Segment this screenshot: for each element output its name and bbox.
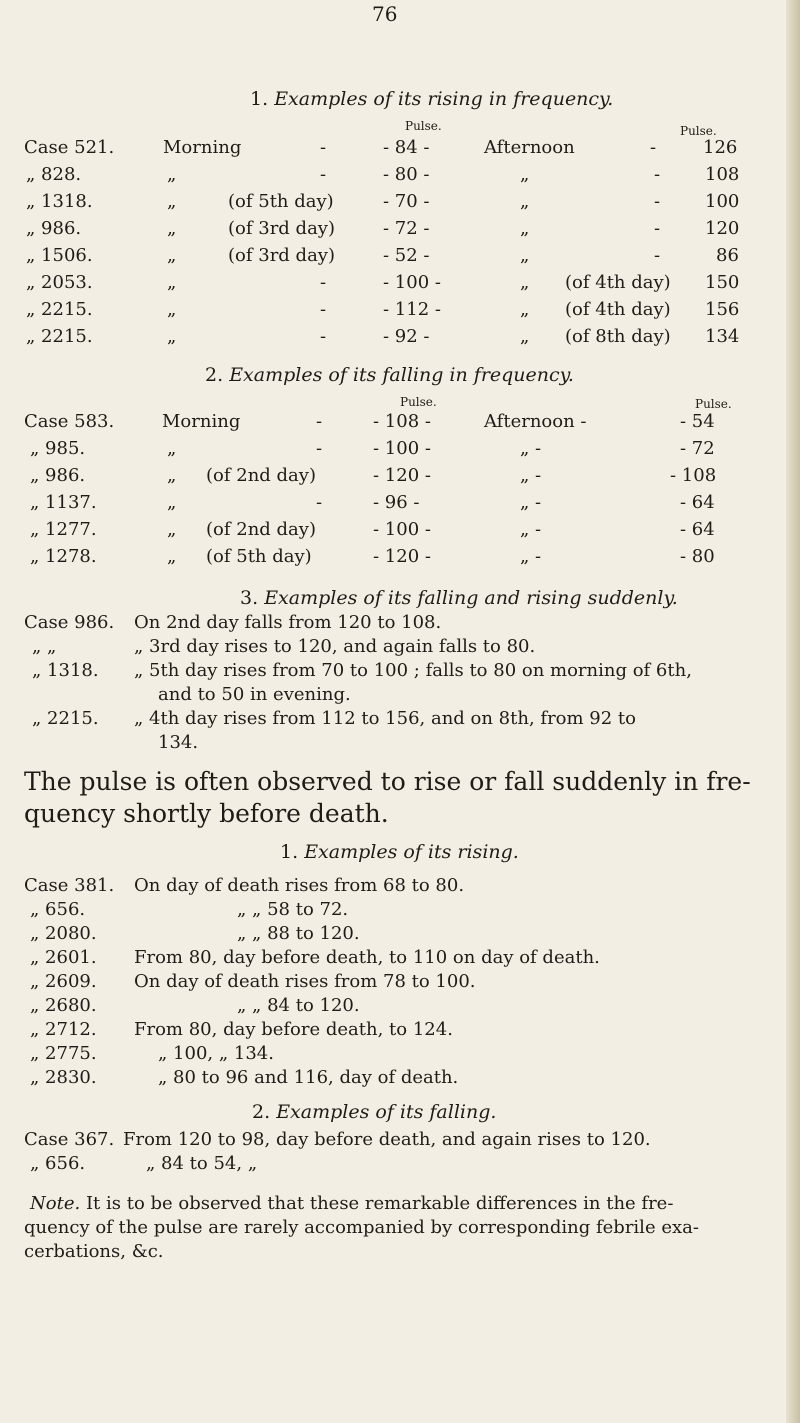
case-cell: „ 2680. xyxy=(30,995,97,1016)
afternoon-cell: „ xyxy=(520,191,530,212)
section-c-number: 3. xyxy=(240,587,259,609)
morning-cell: „ xyxy=(167,465,177,486)
case-cell: Case 367. xyxy=(24,1129,115,1150)
page-number: 76 xyxy=(372,2,398,26)
morning-cell: „ xyxy=(167,191,177,212)
pulse-cell: - 80 - xyxy=(383,164,430,185)
case-cell: Case 986. xyxy=(24,612,115,633)
note-label: Note. xyxy=(30,1193,81,1214)
entry-text: „ 80 to 96 and 116, day of death. xyxy=(158,1067,459,1088)
note-cell: - xyxy=(320,137,327,158)
case-cell: „ 1277. xyxy=(30,519,97,540)
morning-cell: Morning xyxy=(163,137,242,158)
entry-text: On day of death rises from 68 to 80. xyxy=(134,875,465,896)
afternoon-cell: „ xyxy=(520,164,530,185)
note-cell: (of 3rd day) xyxy=(228,245,335,266)
pm-note-cell: - xyxy=(654,245,661,266)
case-cell: „ 2601. xyxy=(30,947,97,968)
section-c-heading xyxy=(240,587,678,609)
pm-pulse-cell: 126 xyxy=(703,137,738,158)
paragraph-line-1: The pulse is often observed to rise or fall suddenly in fre- xyxy=(24,767,751,796)
entry-text: „ „ 84 to 120. xyxy=(237,995,360,1016)
entry-text: and to 50 in evening. xyxy=(158,684,351,705)
section-d-title: Examples of its rising. xyxy=(304,841,519,863)
pulse-cell: - 72 - xyxy=(383,218,430,239)
morning-cell: „ xyxy=(167,164,177,185)
entry-text: „ 84 to 54, „ xyxy=(146,1153,258,1174)
case-cell: „ 2775. xyxy=(30,1043,97,1064)
pm-pulse-cell: 120 xyxy=(705,218,740,239)
case-cell: „ 2215. xyxy=(26,299,93,320)
section-a-pulse-label-right: Pulse. xyxy=(680,124,717,138)
note-cell: - xyxy=(320,164,327,185)
pm-note-cell: - xyxy=(654,191,661,212)
morning-cell: „ xyxy=(167,245,177,266)
case-cell: Case 521. xyxy=(24,137,115,158)
note-cell: (of 5th day) xyxy=(206,546,312,567)
case-cell: „ 2053. xyxy=(26,272,93,293)
entry-text: 134. xyxy=(158,732,199,753)
morning-cell: „ xyxy=(167,299,177,320)
afternoon-cell: „ xyxy=(520,299,530,320)
case-cell: „ 2830. xyxy=(30,1067,97,1088)
pulse-cell: - 92 - xyxy=(383,326,430,347)
case-cell: „ 985. xyxy=(30,438,86,459)
case-cell: „ 2215. xyxy=(32,708,99,729)
pulse-cell: - 112 - xyxy=(383,299,441,320)
entry-text: From 120 to 98, day before death, and again rises to 120. xyxy=(123,1129,651,1150)
case-cell: „ „ xyxy=(32,636,57,657)
pm-pulse-cell: - 64 xyxy=(680,492,715,513)
paragraph-line-2: quency shortly before death. xyxy=(24,799,389,828)
afternoon-cell: „ xyxy=(520,245,530,266)
case-cell: „ 2080. xyxy=(30,923,97,944)
pulse-cell: - 96 - xyxy=(373,492,420,513)
entry-text: „ „ 58 to 72. xyxy=(237,899,349,920)
pulse-cell: - 70 - xyxy=(383,191,430,212)
note-cell: (of 5th day) xyxy=(228,191,334,212)
entry-text: „ 3rd day rises to 120, and again falls to 80. xyxy=(134,636,536,657)
pm-pulse-cell: - 64 xyxy=(680,519,715,540)
section-a-pulse-label-left: Pulse. xyxy=(405,119,442,133)
afternoon-cell: „ - xyxy=(520,546,542,567)
pm-pulse-cell: - 108 xyxy=(670,465,717,486)
morning-cell: „ xyxy=(167,546,177,567)
afternoon-cell: „ xyxy=(520,272,530,293)
afternoon-cell: Afternoon xyxy=(484,137,575,158)
morning-cell: „ xyxy=(167,519,177,540)
case-cell: Case 381. xyxy=(24,875,115,896)
entry-text: On 2nd day falls from 120 to 108. xyxy=(134,612,442,633)
case-cell: Case 583. xyxy=(24,411,115,432)
section-b-title: Examples of its falling in frequency. xyxy=(229,364,574,386)
pm-pulse-cell: 150 xyxy=(705,272,740,293)
note-cell: - xyxy=(316,438,323,459)
pm-pulse-cell: - 72 xyxy=(680,438,715,459)
entry-text: „ „ 88 to 120. xyxy=(237,923,360,944)
morning-cell: Morning xyxy=(162,411,241,432)
pm-pulse-cell: 108 xyxy=(705,164,740,185)
case-cell: „ 1137. xyxy=(30,492,97,513)
section-b-pulse-label-left: Pulse. xyxy=(400,395,437,409)
morning-cell: „ xyxy=(167,218,177,239)
section-a-title: Examples of its rising in frequency. xyxy=(274,88,614,110)
case-cell: „ 1318. xyxy=(32,660,99,681)
pulse-cell: - 120 - xyxy=(373,465,431,486)
entry-text: „ 100, „ 134. xyxy=(158,1043,274,1064)
afternoon-cell: „ xyxy=(520,326,530,347)
entry-text: From 80, day before death, to 124. xyxy=(134,1019,453,1040)
afternoon-cell: „ - xyxy=(520,438,542,459)
case-cell: „ 986. xyxy=(30,465,86,486)
pulse-cell: - 108 - xyxy=(373,411,431,432)
pulse-cell: - 100 - xyxy=(373,519,431,540)
case-cell: „ 828. xyxy=(26,164,82,185)
note-cell: - xyxy=(320,272,327,293)
note-cell: - xyxy=(316,492,323,513)
pm-pulse-cell: - 54 xyxy=(680,411,715,432)
pm-pulse-cell: 134 xyxy=(705,326,740,347)
entry-text: From 80, day before death, to 110 on day of death. xyxy=(134,947,600,968)
section-b-number: 2. xyxy=(205,364,224,386)
pulse-cell: - 100 - xyxy=(373,438,431,459)
note-line-2: quency of the pulse are rarely accompanied by corresponding febrile exa- xyxy=(24,1217,699,1238)
section-b-heading xyxy=(205,364,574,386)
note-line-1 xyxy=(30,1193,673,1214)
pulse-cell: - 84 - xyxy=(383,137,430,158)
pm-note-cell: - xyxy=(654,164,661,185)
pulse-cell: - 120 - xyxy=(373,546,431,567)
note-cell: (of 2nd day) xyxy=(206,519,316,540)
pulse-cell: - 100 - xyxy=(383,272,441,293)
case-cell: „ 1506. xyxy=(26,245,93,266)
afternoon-cell: Afternoon - xyxy=(484,411,587,432)
pm-note-cell: - xyxy=(654,218,661,239)
pm-pulse-cell: 100 xyxy=(705,191,740,212)
afternoon-cell: „ xyxy=(520,218,530,239)
note-line-3: cerbations, &c. xyxy=(24,1241,164,1262)
morning-cell: „ xyxy=(167,272,177,293)
note-cell: (of 3rd day) xyxy=(228,218,335,239)
note-cell: - xyxy=(320,326,327,347)
case-cell: „ 1318. xyxy=(26,191,93,212)
note-text-1: It is to be observed that these remarkable differences in the fre- xyxy=(85,1193,674,1214)
pm-note-cell: (of 4th day) xyxy=(565,272,671,293)
afternoon-cell: „ - xyxy=(520,519,542,540)
entry-text: On day of death rises from 78 to 100. xyxy=(134,971,476,992)
section-c-title: Examples of its falling and rising suddenly. xyxy=(264,587,678,609)
pm-note-cell: (of 4th day) xyxy=(565,299,671,320)
section-d-heading xyxy=(280,841,519,863)
case-cell: „ 2712. xyxy=(30,1019,97,1040)
note-cell: - xyxy=(320,299,327,320)
section-b-pulse-label-right: Pulse. xyxy=(695,397,732,411)
entry-text: „ 4th day rises from 112 to 156, and on 8th, from 92 to xyxy=(134,708,636,729)
case-cell: „ 1278. xyxy=(30,546,97,567)
morning-cell: „ xyxy=(167,438,177,459)
case-cell: „ 656. xyxy=(30,1153,86,1174)
pm-pulse-cell: - 80 xyxy=(680,546,715,567)
note-cell: (of 2nd day) xyxy=(206,465,316,486)
section-e-heading xyxy=(252,1101,496,1123)
pm-pulse-cell: 86 xyxy=(716,245,739,266)
note-cell: - xyxy=(316,411,323,432)
entry-text: „ 5th day rises from 70 to 100 ; falls to 80 on morning of 6th, xyxy=(134,660,692,681)
pm-note-cell: - xyxy=(650,137,657,158)
pulse-cell: - 52 - xyxy=(383,245,430,266)
case-cell: „ 656. xyxy=(30,899,86,920)
morning-cell: „ xyxy=(167,326,177,347)
case-cell: „ 986. xyxy=(26,218,82,239)
afternoon-cell: „ - xyxy=(520,492,542,513)
pm-note-cell: (of 8th day) xyxy=(565,326,671,347)
section-e-number: 2. xyxy=(252,1101,271,1123)
section-a-heading xyxy=(250,88,613,110)
page-edge xyxy=(786,0,800,1423)
table-row xyxy=(24,137,114,158)
pm-pulse-cell: 156 xyxy=(705,299,740,320)
case-cell: „ 2215. xyxy=(26,326,93,347)
section-d-number: 1. xyxy=(280,841,299,863)
afternoon-cell: „ - xyxy=(520,465,542,486)
case-cell: „ 2609. xyxy=(30,971,97,992)
section-e-title: Examples of its falling. xyxy=(276,1101,497,1123)
section-a-number: 1. xyxy=(250,88,269,110)
morning-cell: „ xyxy=(167,492,177,513)
